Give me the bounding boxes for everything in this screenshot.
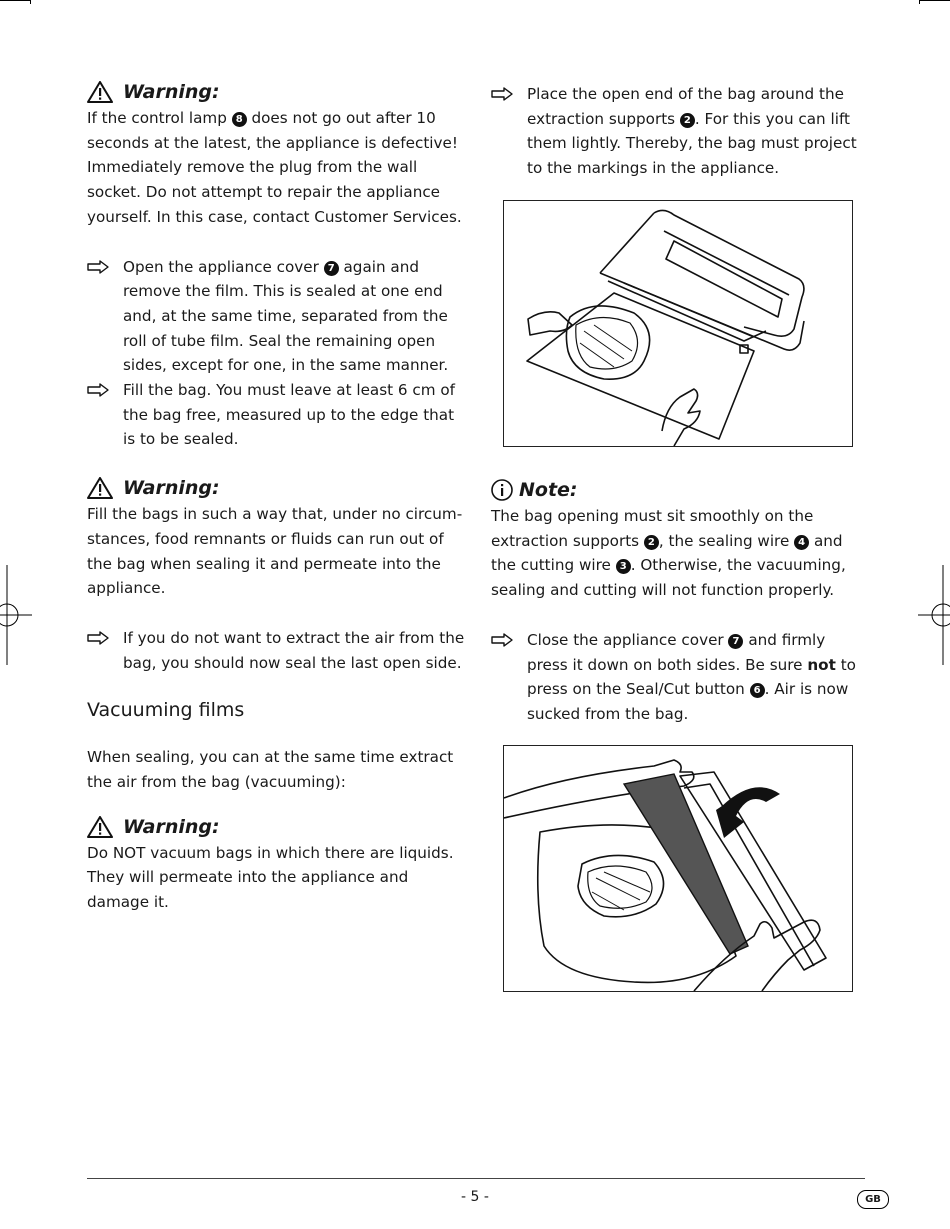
note-text: [491, 504, 869, 603]
text-run: Open the appliance cover: [123, 257, 319, 276]
intro-text: When sealing, you can at the same time extract the air from the bag (vacuuming):: [87, 748, 454, 792]
right-column: [491, 82, 869, 181]
text-run-bold: not: [807, 655, 836, 674]
arrow-right-icon: [87, 260, 109, 274]
warning-triangle-icon: [87, 816, 113, 838]
arrow-right-icon: [491, 87, 513, 101]
callout-number: 3: [616, 559, 631, 574]
instruction-step: [87, 378, 465, 452]
warning-heading: [87, 78, 465, 106]
instruction-step: [491, 82, 869, 181]
warning-title: Warning:: [123, 81, 220, 103]
warning-triangle-icon: [87, 81, 113, 103]
text-run: does not go out after 10: [251, 109, 436, 127]
callout-number: 4: [794, 535, 809, 550]
registration-mark-left: [0, 565, 32, 665]
callout-number: 8: [232, 112, 247, 127]
warning-heading: [87, 474, 465, 502]
section-heading: Vacuuming films: [87, 699, 245, 722]
language-badge: GB: [857, 1190, 889, 1209]
callout-number: 7: [728, 634, 743, 649]
callout-number: 6: [750, 683, 765, 698]
text-run: . Air is now sucked from the bag.: [527, 680, 849, 723]
text-run: , the sealing wire: [658, 531, 790, 550]
text-run: Place the open end of the bag around the extraction supports: [527, 85, 844, 128]
text-run: again and remove the film. This is sealed at one end and, at the same time, separated from the roll of tube film. Seal the remaining open sides, except for one, in the same manner.: [123, 257, 449, 375]
text-run: Close the appliance cover: [527, 630, 724, 649]
closing-cover-illustration: [504, 746, 852, 991]
appliance-bag-illustration: [504, 201, 852, 446]
warning-text: Fill the bags in such a way that, under no circum-stances, food remnants or fluids can run out of the bag when sealing it and permeate into the appliance.: [87, 505, 463, 598]
text-run: and the cutting wire: [491, 531, 843, 575]
callout-number: 7: [324, 261, 339, 276]
crop-mark: [0, 0, 30, 1]
arrow-right-icon: [491, 633, 513, 647]
warning-text: Do NOT vacuum bags in which there are liquids. They will permeate into the appliance and damage it.: [87, 843, 454, 912]
arrow-right-icon: [87, 383, 109, 397]
warning-triangle-icon: [87, 477, 113, 499]
warning-title: Warning:: [123, 815, 220, 838]
step-text: Fill the bag. You must leave at least 6 cm of the bag free, measured up to the edge that is to be sealed.: [123, 381, 456, 449]
callout-number: 2: [680, 113, 695, 128]
text-run: and firmly press it down on both sides. Be sure: [527, 630, 826, 674]
text-run: . Otherwise, the vacuuming, sealing and cutting will not function properly.: [491, 556, 846, 600]
warning-text: [87, 106, 465, 230]
note-title: Note:: [519, 479, 578, 501]
info-icon: [491, 479, 513, 501]
arrow-right-icon: [87, 631, 109, 645]
crop-mark: [30, 0, 31, 4]
instruction-step: [87, 626, 465, 675]
left-column: [87, 78, 465, 915]
note-block: [491, 476, 869, 727]
text-run: If the control lamp: [87, 109, 227, 127]
warning-heading: [87, 813, 465, 841]
text-run: . For this you can lift them lightly. Thereby, the bag must project to the markings in the appliance.: [527, 109, 857, 178]
note-heading: [491, 476, 869, 504]
crop-mark: [919, 0, 920, 4]
instruction-step: [87, 255, 465, 379]
page-number: - 5 -: [461, 1189, 489, 1205]
text-run: The bag opening must sit smoothly on the extraction supports: [491, 507, 814, 550]
figure-bag-placement: [503, 200, 853, 447]
instruction-step: [491, 628, 869, 727]
figure-close-cover: [503, 745, 853, 992]
warning-title: Warning:: [123, 477, 220, 500]
callout-number: 2: [644, 535, 659, 550]
step-text: If you do not want to extract the air from the bag, you should now seal the last open side.: [123, 628, 465, 672]
registration-mark-right: [918, 565, 950, 665]
text-run: to press on the Seal/Cut button: [527, 655, 856, 699]
crop-mark: [920, 0, 950, 1]
text-run: seconds at the latest, the appliance is defective! Immediately remove the plug from the wall socket. Do not attempt to repair the appliance yourself. In this case, contact Customer Services.: [87, 133, 462, 226]
footer-divider: [87, 1178, 865, 1179]
